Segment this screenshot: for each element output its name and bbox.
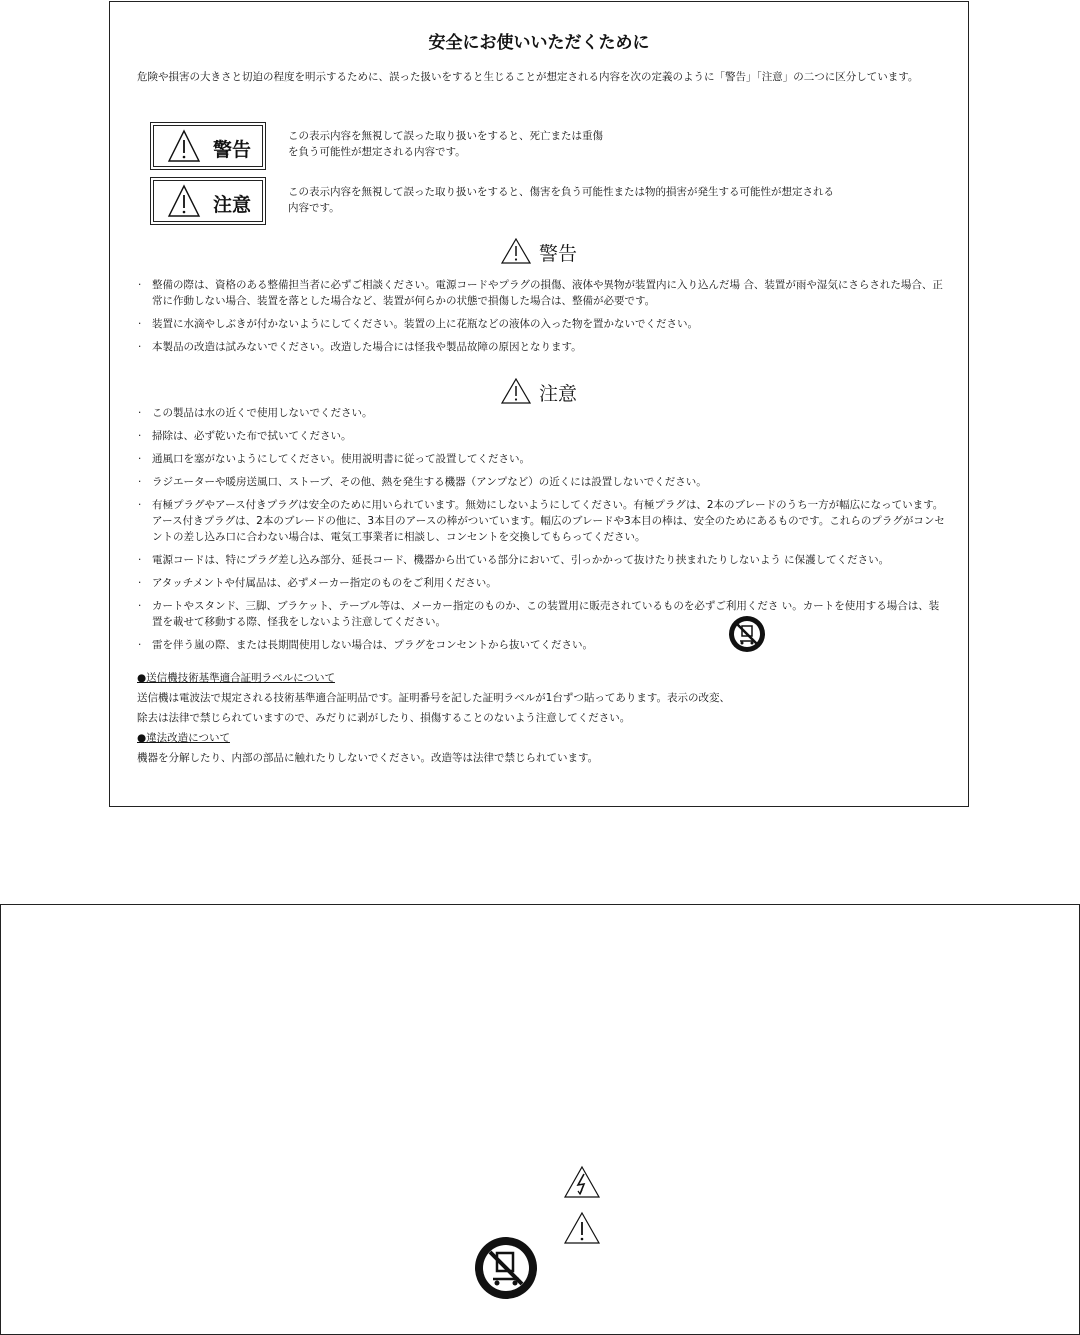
radio-certification-heading: ●送信機技術基準適合証明ラベルについて bbox=[137, 672, 335, 684]
caution-label-text: 注意 bbox=[213, 194, 252, 216]
warning-label-text: 警告 bbox=[213, 139, 252, 161]
list-item: · カートやスタンド、三脚、ブラケット、テーブル等は、メーカー指定のものか、この装置用に販売されているものを必ずご利用くださ い。カートを使用する場合は、装置を載せて移動する際、怪我をしないよう注意してください。 bbox=[136, 598, 948, 630]
page-title: 安全にお使いいただくために bbox=[428, 33, 650, 53]
list-item: · ラジエーターや暖房送風口、ストーブ、その他、熱を発生する機器（アンプなど）の近くには設置しないでください。 bbox=[136, 474, 948, 490]
intro-text: 危険や損害の大きさと切迫の程度を明示するために、誤った扱いをすると生じることが想定される内容を次の定義のように「警告」「注意」の二つに区分しています。 bbox=[137, 71, 919, 83]
caution-triangle-icon bbox=[563, 1211, 601, 1245]
list-item: · 有極プラグやアース付きプラグは安全のために用いられています。無効にしないようにしてください。有極プラグは、2本のブレードのうち一方が幅広になっています。アース付きプラグは、2本のブレードの他に、3本目のアースの棒がついています。幅広のブレードや3本目の棒は、安全のためにあるものです。これらのプラグがコンセントの差し込み口に合わない場合は、電気工事業者に相談し、コンセントを交換してもらってください。 bbox=[136, 497, 948, 545]
list-item: · 電源コードは、特にプラグ差し込み部分、延長コード、機器から出ている部分において、引っかかって抜けたり挟まれたりしないよう に保護してください。 bbox=[136, 552, 948, 568]
caution-triangle-icon bbox=[501, 378, 531, 404]
warning-heading: 警告 bbox=[110, 238, 968, 266]
list-item: · 掃除は、必ず乾いた布で拭いてください。 bbox=[136, 428, 948, 444]
list-item: · 装置に水滴やしぶきが付かないようにしてください。装置の上に花瓶などの液体の入った物を置かないでください。 bbox=[136, 316, 948, 332]
illegal-modification-heading: ●違法改造について bbox=[137, 732, 230, 744]
safety-notice-box bbox=[109, 1, 969, 807]
list-item: · アタッチメントや付属品は、必ずメーカー指定のものをご利用ください。 bbox=[136, 575, 948, 591]
warning-triangle-icon bbox=[501, 238, 531, 264]
radio-certification-section: ●送信機技術基準適合証明ラベルについて 送信機は電波法で規定される技術基準適合証明品です。証明番号を記した証明ラベルが1台ずつ貼ってあります。表示の改変、 除去は法律で禁じられていますので、みだりに剥がしたり、損傷することのないよう注意してください。 ●違法改造について 機器を分解したり、内部の部品に触れたりしないでください。改造等は法律で禁じられています。 bbox=[137, 670, 949, 766]
cart-warning-icon bbox=[727, 614, 767, 654]
warning-description: この表示内容を無視して誤った取り扱いをすると、死亡または重傷 を負う可能性が想定される内容です。 bbox=[288, 130, 603, 158]
list-item: · 通風口を塞がないようにしてください。使用説明書に従って設置してください。 bbox=[136, 451, 948, 467]
caution-heading: 注意 bbox=[110, 378, 968, 406]
electric-shock-warning-icon bbox=[563, 1165, 601, 1199]
caution-list bbox=[136, 405, 948, 660]
list-item: · 雷を伴う嵐の際、または長期間使用しない場合は、プラグをコンセントから抜いてください。 bbox=[136, 637, 948, 653]
list-item: · 整備の際は、資格のある整備担当者に必ずご相談ください。電源コードやプラグの損傷、液体や異物が装置内に入り込んだ場 合、装置が雨や湿気にさらされた場合、正常に作動しない場合、装置を落とした場合など、装置が何らかの状態で損傷した場合は、整備が必要です。 bbox=[136, 277, 948, 309]
warning-list bbox=[136, 277, 948, 362]
warning-triangle-icon bbox=[167, 129, 201, 163]
caution-label bbox=[150, 177, 266, 225]
list-item: · この製品は水の近くで使用しないでください。 bbox=[136, 405, 948, 421]
cart-warning-icon bbox=[473, 1235, 539, 1301]
caution-triangle-icon bbox=[167, 184, 201, 218]
list-item: · 本製品の改造は試みないでください。改造した場合には怪我や製品故障の原因となります。 bbox=[136, 339, 948, 355]
warning-label bbox=[150, 122, 266, 170]
caution-description: この表示内容を無視して誤った取り扱いをすると、傷害を負う可能性または物的損害が発生する可能性が想定される 内容です。 bbox=[288, 186, 834, 214]
symbols-box bbox=[0, 904, 1080, 1335]
